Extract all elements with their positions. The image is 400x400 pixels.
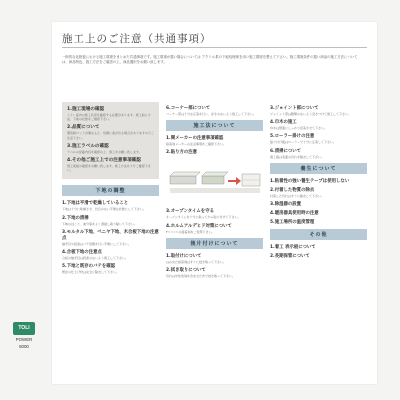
brand-logo xyxy=(6,322,42,349)
column-3 xyxy=(270,102,367,260)
item-text: 付着した汚れはすぐに除去して下さい。 xyxy=(270,193,325,198)
note-heading: 3.施工ラベルの確認 xyxy=(67,143,109,149)
item-text: F☆☆☆☆の接着剤をご使用下さい。 xyxy=(166,229,215,234)
logo-mark: TOLI xyxy=(13,322,35,335)
item-heading: 1.関メーカーの注意事項確認 xyxy=(166,136,224,142)
section-band-cleanup: 後片付けについて xyxy=(166,238,263,249)
note-text: トイレ室内の施工状況を確認する必要があります。施工前に寸法、下地の状態をご確認下さい。 xyxy=(67,113,151,122)
adhesive-diagram xyxy=(166,158,263,198)
item-heading: 1.粘着性の強い養生テープは使用しない xyxy=(270,178,350,184)
item-text: 接着剤メーカーの注意事項をご確認下さい。 xyxy=(166,142,226,147)
item-heading: 3.モルタル下地、ベニヤ下地、木合板下地の注意点 xyxy=(62,229,159,241)
notes-box xyxy=(62,102,159,179)
title-divider xyxy=(62,47,367,48)
item-heading: 4.巾木の施工 xyxy=(270,120,297,126)
item-heading: 2.貼り方の注意 xyxy=(166,150,198,156)
note-heading: 4.その他ご施工上での注意事項確認 xyxy=(67,158,141,164)
logo-line-2: 5000 xyxy=(19,344,29,349)
item-heading: 1.下地は平滑で乾燥していること xyxy=(62,201,129,207)
item-heading: 6.清掃について xyxy=(270,148,301,154)
note-text: ラベルの記載内容を確認の上、施工をお願い致します。 xyxy=(67,149,142,154)
item-text: コーナー部は十分な圧着を行い、浮きのないよう施工して下さい。 xyxy=(166,112,257,116)
item-heading: 2.長期保管について xyxy=(270,254,310,260)
item-heading: 4.合板下地の注意点 xyxy=(62,250,102,256)
trowel-illustration-icon xyxy=(170,172,228,184)
column-2 xyxy=(166,102,263,280)
item-heading: 5.下地と既存のバテを確認 xyxy=(62,264,116,270)
note-heading: 1.施工現場の確認 xyxy=(67,107,105,112)
item-heading: 6.コーナー部について xyxy=(166,106,211,111)
item-text: 下地のほこり、油分等をよく清掃し取り除いて下さい。 xyxy=(62,221,138,226)
item-heading: 5.施工場所の温度管理 xyxy=(270,220,315,226)
page-title: 施工上のご注意（共通事項） xyxy=(62,33,212,45)
panel-result-icon xyxy=(242,174,260,186)
note-text: 施工前後の確認をお願い致します。施工方法を十分ご確認下さい。 xyxy=(67,164,151,173)
section-band-substrate: 下地の調整 xyxy=(62,185,159,196)
column-1 xyxy=(62,102,159,276)
section-band-curing: 養生について xyxy=(270,163,367,174)
section-band-other: その他 xyxy=(270,229,367,240)
item-text: 汚れは中性洗剤を含ませた布で拭き取って下さい。 xyxy=(166,274,236,279)
item-heading: 3.オープンタイムを守る xyxy=(166,209,214,215)
item-heading: 2.拭き取りについて xyxy=(166,268,206,274)
item-text: 施工後は表面の汚れを除去して下さい。 xyxy=(270,154,325,159)
item-heading: 1.取付けについて xyxy=(166,253,202,259)
item-heading: 5.ローラー掛けの注意 xyxy=(270,134,315,140)
item-heading: 2.下地の清掃 xyxy=(62,215,89,221)
intro-text: 一般的な化粧板における施工環境をまとめた共通事項です。施工環境が悪い場合については アクリル系の下地処理剤を用い施工環境を整えて下さい。施工環境条件の悪い商品の施工方法については、商品特色、施工方法をご確認の上、商品選択をお願い致します。 xyxy=(62,55,358,65)
arrow-right-icon xyxy=(228,177,241,185)
item-heading: 3.除湿器の設置 xyxy=(270,202,302,208)
logo-line-1: POWER xyxy=(15,337,33,342)
note-text: 製造時ロットが異なると、色調に差が出る場合がありますのでご注意下さい。 xyxy=(67,131,154,140)
item-heading: 2.付着した物質の除去 xyxy=(270,187,315,193)
item-text: 既存の仕上げ材は完全に除去して下さい。 xyxy=(62,270,120,275)
item-heading: 4.暖房器具使用時の注意 xyxy=(270,211,319,217)
document-page xyxy=(52,22,377,384)
item-heading: 1.着工 表示板について xyxy=(270,245,316,251)
item-text: 貼り付け後はローラーで十分に圧着して下さい。 xyxy=(270,140,337,145)
item-text: オープンタイムを十分に取ってから貼り付けて下さい。 xyxy=(166,215,241,220)
note-heading: 2.品質について xyxy=(67,125,100,131)
item-text: 合板の継ぎ目は段差のないよう施工して下さい。 xyxy=(62,256,129,261)
item-text: はみ出た接着剤はすぐに拭き取って下さい。 xyxy=(166,259,227,264)
item-text: 継ぎ目や段差はパテ処理を行い平滑にして下さい。 xyxy=(62,241,132,246)
item-text: ジョイント部は隙間のないよう突きつけて施工して下さい。 xyxy=(270,112,351,116)
section-band-method: 施工法について xyxy=(166,120,263,131)
item-heading: 4.ホルムアルデヒド対策について xyxy=(166,223,232,229)
item-heading: 3.ジョイント部について xyxy=(270,106,319,111)
item-text: 下地は十分に乾燥させ、凹凸のない平滑な状態にして下さい。 xyxy=(62,207,146,212)
item-text: 巾木は壁面にしっかり密着させて下さい。 xyxy=(270,126,328,131)
